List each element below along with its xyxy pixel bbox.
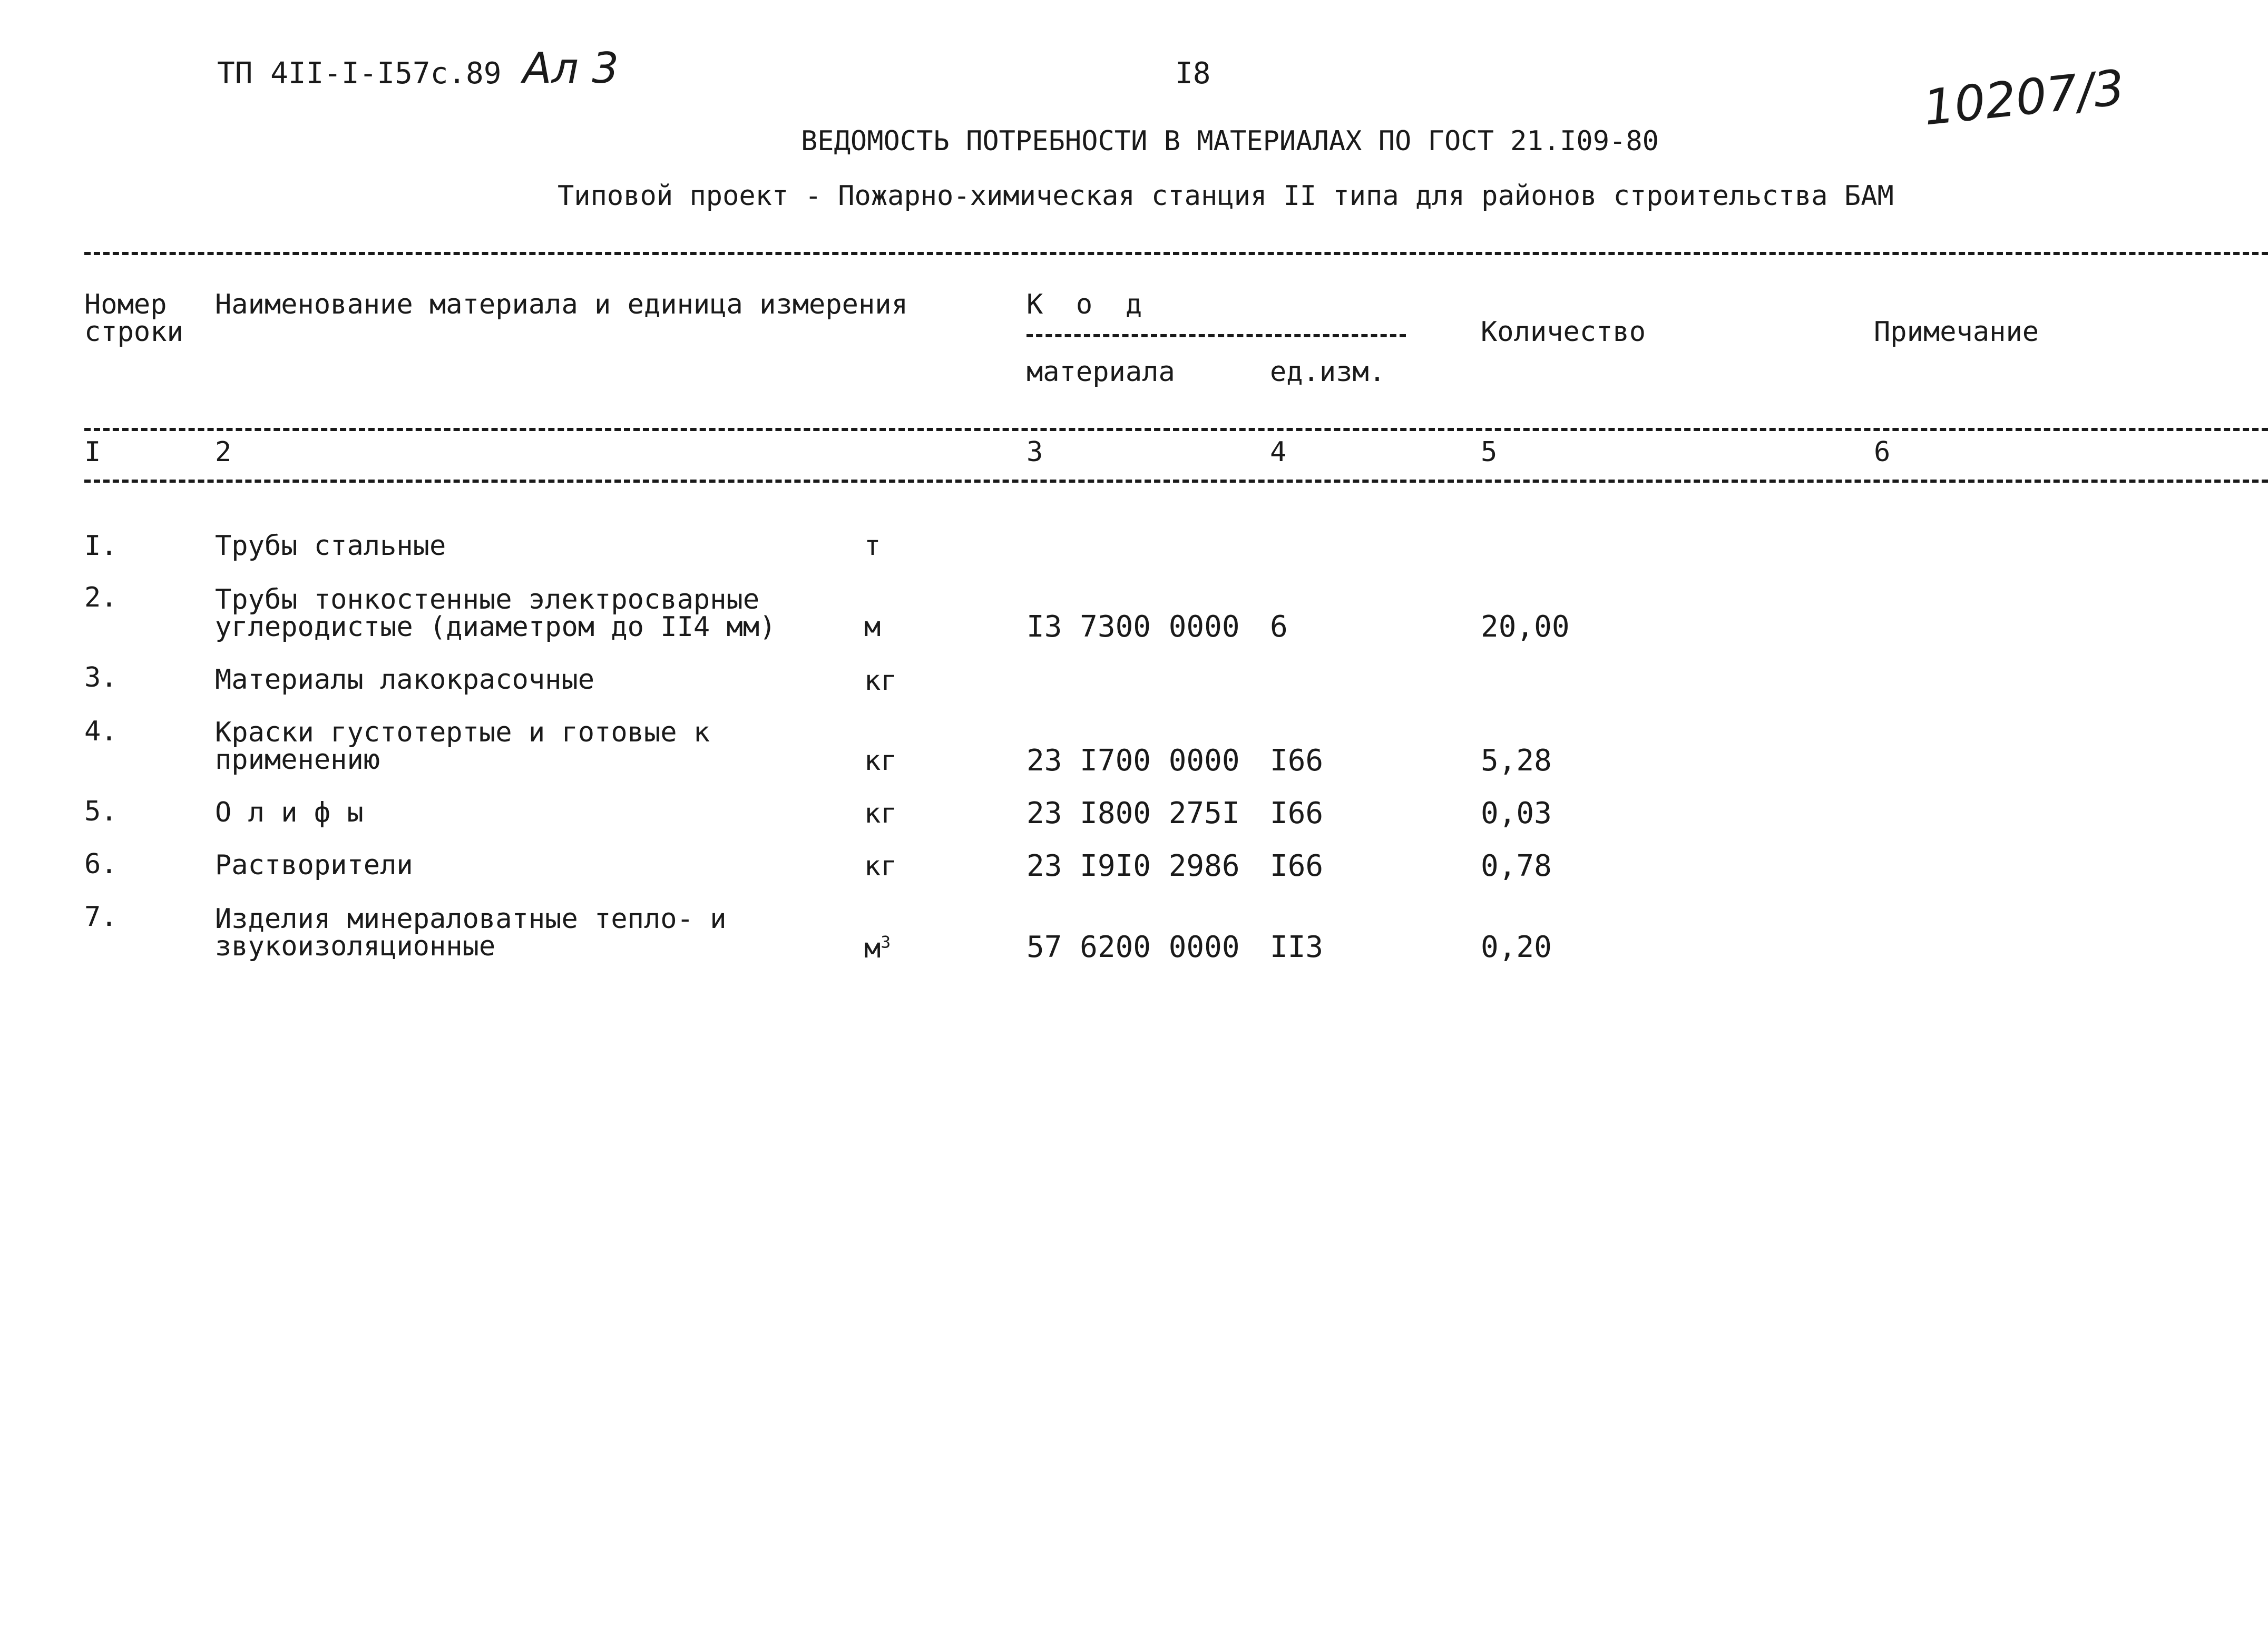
header-note: Примечание (1874, 316, 2039, 348)
quantity: 0,78 (1481, 849, 1552, 883)
unit-code: I66 (1270, 744, 1324, 778)
material-name-line1: Изделия минераловатные тепло- и (215, 903, 727, 935)
page-title: ВЕДОМОСТЬ ПОТРЕБНОСТИ В МАТЕРИАЛАХ ПО ГОСТ 21.I09-80 (801, 125, 1659, 157)
header-material-code: материала (1027, 356, 1175, 388)
quantity: 0,20 (1481, 930, 1552, 964)
unit-base: м (864, 933, 881, 964)
code-header-rule (1027, 334, 1406, 337)
header-quantity: Количество (1481, 316, 1646, 348)
material-name: Растворители (215, 849, 413, 881)
material-code: 23 I700 0000 (1027, 744, 1240, 778)
page-number: I8 (1175, 56, 1211, 91)
column-number-5: 5 (1481, 436, 1498, 468)
row-number: 2. (84, 582, 118, 613)
row-number: 3. (84, 662, 118, 693)
column-number-3: 3 (1027, 436, 1043, 468)
column-number-1: I (84, 436, 101, 468)
header-row-number-line2: строки (84, 316, 183, 348)
unit: кг (864, 745, 897, 777)
header-code: К о д (1027, 289, 1142, 320)
material-code: I3 7300 0000 (1027, 610, 1240, 644)
row-number: 6. (84, 848, 118, 880)
handwritten-mark: Ал 3 (523, 44, 619, 93)
unit: м (864, 611, 881, 643)
header-row-number (84, 291, 183, 346)
unit: кг (864, 665, 897, 697)
unit (864, 935, 891, 962)
material-name-line1: Трубы тонкостенные электросварные (215, 584, 760, 615)
column-numbers-top-rule (84, 428, 2268, 431)
material-name (215, 586, 776, 641)
table-top-rule (84, 252, 2268, 255)
unit-code: I66 (1270, 849, 1324, 883)
page-subtitle: Типовой проект - Пожарно-химическая станция II типа для районов строительства БАМ (558, 180, 1894, 212)
row-number: 5. (84, 796, 118, 827)
material-code: 23 I9I0 2986 (1027, 849, 1240, 883)
column-number-6: 6 (1874, 436, 1891, 468)
header-row-number-line1: Номер (84, 289, 167, 320)
unit-code: I66 (1270, 796, 1324, 830)
material-name: О л и ф ы (215, 797, 364, 828)
row-number: 7. (84, 901, 118, 933)
handwritten-inventory-number: 10207/3 (1921, 59, 2127, 136)
document-code: ТП 4II-I-I57с.89 (217, 56, 502, 91)
unit: т (864, 530, 881, 562)
material-name: Материалы лакокрасочные (215, 664, 595, 696)
row-number: 4. (84, 716, 118, 747)
row-number: I. (84, 530, 118, 562)
material-name-line1: Краски густотертые и готовые к (215, 717, 710, 748)
unit-code: 6 (1270, 610, 1288, 644)
material-name-line2: применению (215, 744, 380, 776)
material-name: Трубы стальные (215, 530, 446, 562)
unit: кг (864, 798, 897, 829)
unit-code: II3 (1270, 930, 1324, 964)
column-number-4: 4 (1270, 436, 1287, 468)
unit: кг (864, 851, 897, 882)
header-unit-code: ед.изм. (1270, 356, 1386, 388)
column-number-2: 2 (215, 436, 232, 468)
material-code: 23 I800 275I (1027, 796, 1240, 830)
unit-superscript: 3 (881, 933, 891, 952)
quantity: 0,03 (1481, 796, 1552, 830)
quantity: 5,28 (1481, 744, 1552, 778)
quantity: 20,00 (1481, 610, 1570, 644)
material-name (215, 905, 727, 960)
header-material-name: Наименование материала и единица измерения (215, 289, 908, 320)
material-name (215, 719, 710, 774)
material-code: 57 6200 0000 (1027, 930, 1240, 964)
column-numbers-bottom-rule (84, 480, 2268, 483)
material-name-line2: углеродистые (диаметром до II4 мм) (215, 611, 776, 643)
material-name-line2: звукоизоляционные (215, 931, 496, 962)
